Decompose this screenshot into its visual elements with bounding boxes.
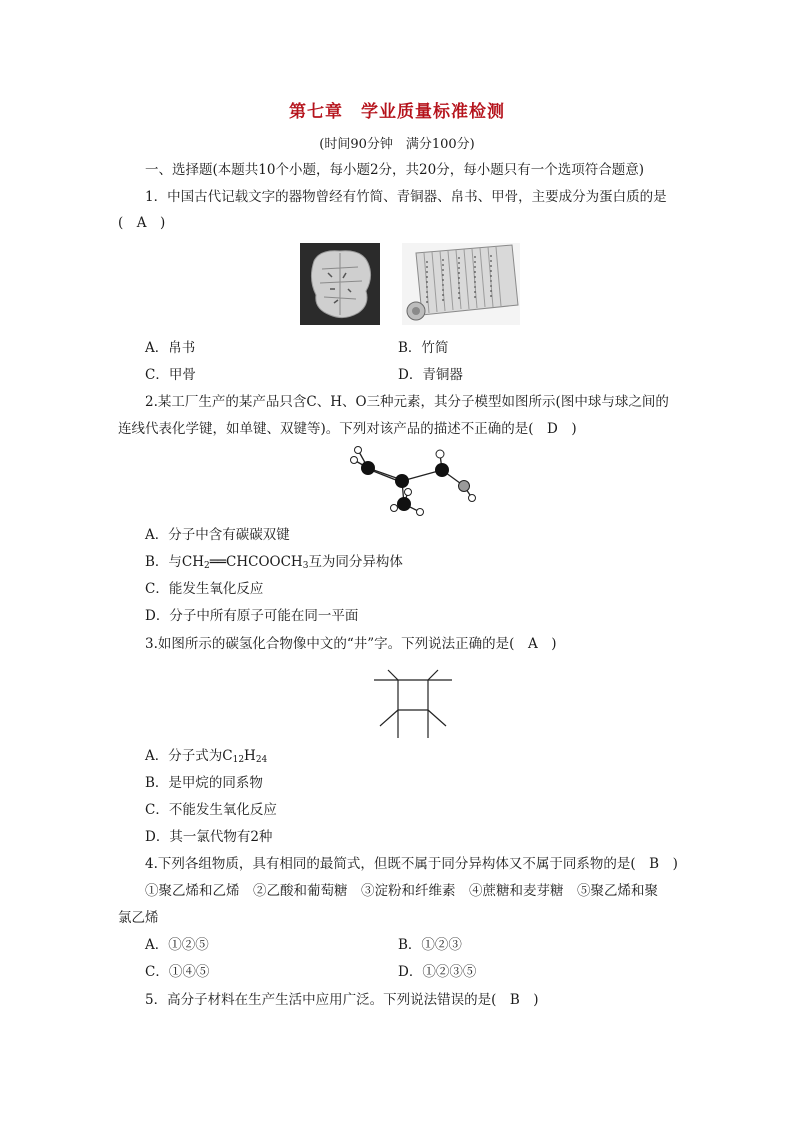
question-2-option-d: D．分子中所有原子可能在同一平面 — [145, 608, 359, 624]
exam-info: (时间90分钟 满分100分) — [319, 137, 475, 152]
question-4-items: ①聚乙烯和乙烯 ②乙酸和葡萄糖 ③淀粉和纤维素 ④蔗糖和麦芽糖 ⑤聚乙烯和聚 — [145, 883, 658, 899]
question-2-option-b-prefix: B．与CH — [145, 554, 205, 570]
question-3-option-d: D．其一氯代物有2种 — [145, 829, 273, 845]
question-3-option-a-sub1: 12 — [232, 755, 245, 765]
question-2-stem: 2.某工厂生产的某产品只含C、H、O三种元素，其分子模型如图所示(图中球与球之间的 — [145, 394, 669, 410]
question-4-option-b: B．①②③ — [398, 937, 462, 953]
question-1-option-b: B．竹简 — [398, 340, 449, 356]
question-1-stem: 1．中国古代记载文字的器物曾经有竹简、青铜器、帛书、甲骨，主要成分为蛋白质的是 — [145, 189, 667, 205]
question-3-option-a — [145, 746, 267, 770]
molecule-ball-stick-model — [340, 446, 480, 518]
question-1-option-c: C．甲骨 — [145, 367, 196, 383]
question-2-option-b — [145, 552, 403, 576]
question-3-option-a-mid: H — [244, 748, 256, 764]
jing-hydrocarbon-structure — [370, 668, 455, 740]
question-3-option-a-prefix: A．分子式为C — [145, 748, 233, 764]
question-3-option-c: C．不能发生氧化反应 — [145, 802, 277, 818]
question-2-stem-continued: 连线代表化学键，如单键、双键等)。下列对该产品的描述不正确的是( D ) — [118, 421, 577, 437]
question-4-items-continued: 氯乙烯 — [118, 910, 159, 926]
question-2-option-b-sub1: 2 — [204, 561, 210, 571]
section-heading: 一、选择题(本题共10个小题，每小题2分，共20分，每小题只有一个选项符合题意) — [145, 162, 644, 178]
question-2-option-c: C．能发生氧化反应 — [145, 581, 264, 597]
oracle-bone-image — [300, 243, 380, 325]
question-3-option-a-sub2: 24 — [255, 755, 268, 765]
question-3-option-b: B．是甲烷的同系物 — [145, 775, 263, 791]
question-4-option-c: C．①④⑤ — [145, 964, 210, 980]
question-3-stem: 3.如图所示的碳氢化合物像中文的“井”字。下列说法正确的是( A ) — [145, 636, 557, 652]
question-2-option-b-sub2: 3 — [302, 561, 309, 571]
question-4-option-a: A．①②⑤ — [145, 937, 209, 953]
question-1-answer: ( A ) — [118, 215, 166, 231]
bamboo-slips-image — [402, 243, 520, 325]
question-2-option-a: A．分子中含有碳碳双键 — [145, 527, 290, 543]
question-2-option-b-mid: ══CHCOOCH — [209, 554, 303, 570]
question-1-option-a: A．帛书 — [145, 340, 196, 356]
question-4-stem: 4.下列各组物质，具有相同的最简式，但既不属于同分异构体又不属于同系物的是( B ) — [145, 856, 678, 872]
question-1-option-d: D．青铜器 — [398, 367, 463, 383]
question-5-stem: 5．高分子材料在生产生活中应用广泛。下列说法错误的是( B ) — [145, 992, 539, 1008]
question-2-option-b-suffix: 互为同分异构体 — [308, 554, 403, 570]
page-title: 第七章 学业质量标准检测 — [289, 102, 505, 122]
question-4-option-d: D．①②③⑤ — [398, 964, 477, 980]
